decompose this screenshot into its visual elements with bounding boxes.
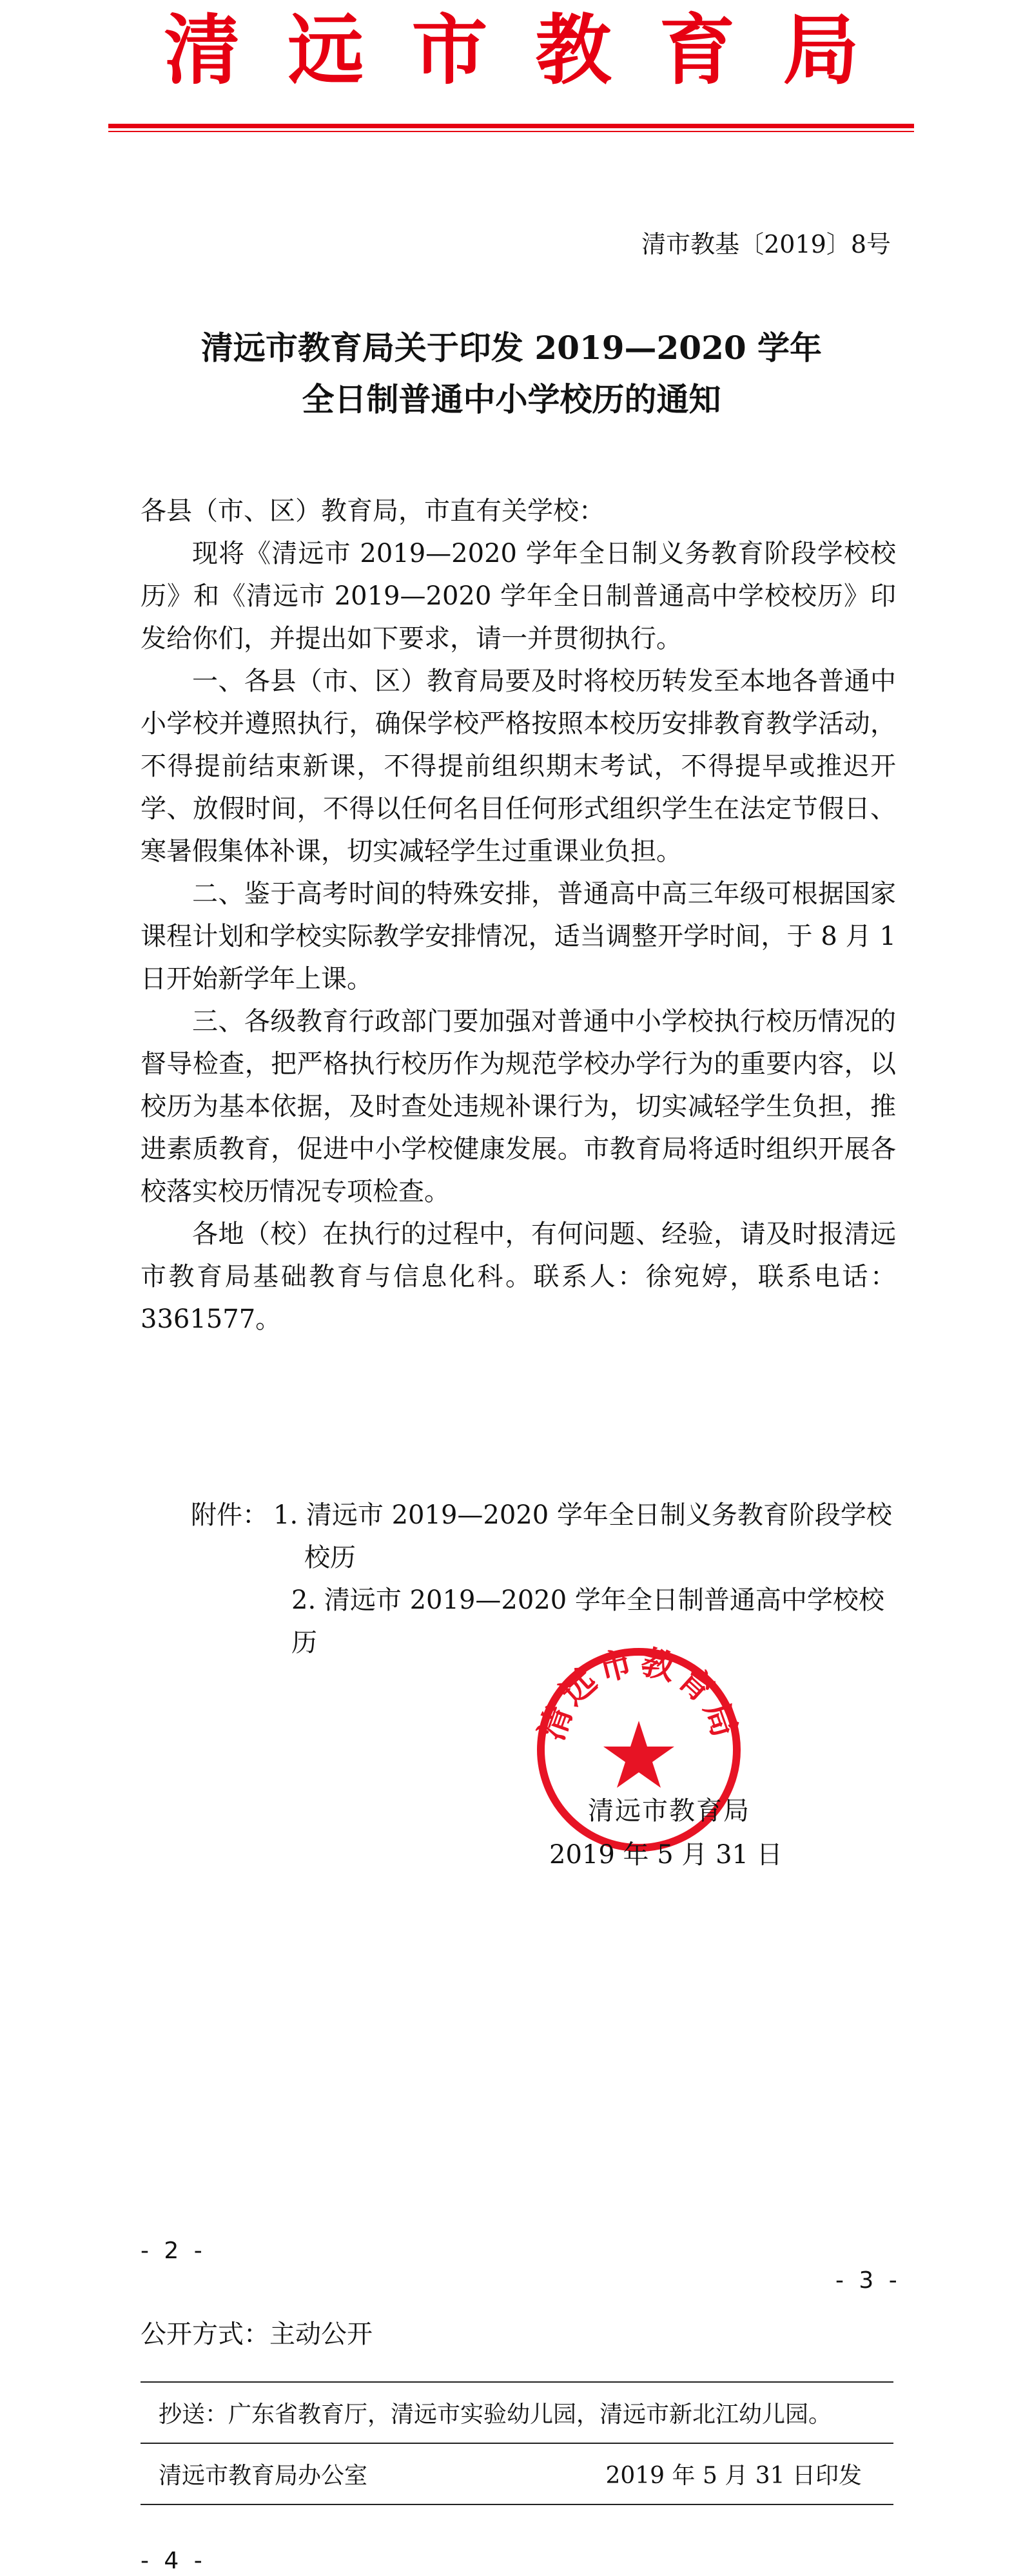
seal-text: 清远市教育局 xyxy=(532,1643,745,1746)
masthead-red-rule-thin xyxy=(108,131,914,132)
document-body xyxy=(141,490,896,1341)
footer-divider xyxy=(141,2443,893,2444)
attachment-item-1: 1. 清远市 2019—2020 学年全日制义务教育阶段学校 xyxy=(273,1500,892,1530)
issuing-office: 清远市教育局办公室 xyxy=(159,2463,368,2489)
page-number: - 4 - xyxy=(141,2548,206,2574)
document-title-line1: 清远市教育局关于印发 2019—2020 学年 xyxy=(200,329,823,367)
attachment-item-2: 2. 清远市 2019—2020 学年全日制普通高中学校校历 xyxy=(291,1585,884,1658)
document-title-line2: 全日制普通中小学校历的通知 xyxy=(302,380,721,418)
signature-date: 2019 年 5 月 31 日 xyxy=(549,1840,783,1870)
attachments-block xyxy=(191,1494,900,1664)
body-paragraph: 二、鉴于高考时间的特殊安排，普通高中高三年级可根据国家课程计划和学校实际教学安排情况，适当调整开学时间，于 8 月 1 日开始新学年上课。 xyxy=(141,879,896,994)
masthead-red-rule xyxy=(108,124,914,128)
document-number: 清市教基〔2019〕8号 xyxy=(641,230,891,258)
body-paragraph: 各地（校）在执行的过程中，有何问题、经验，请及时报清远市教育局基础教育与信息化科。联系人：徐宛婷，联系电话：3361577。 xyxy=(141,1219,896,1334)
publish-mode: 公开方式：主动公开 xyxy=(141,2319,373,2349)
footer-divider xyxy=(141,2504,893,2505)
cc-line: 抄送：广东省教育厅，清远市实验幼儿园，清远市新北江幼儿园。 xyxy=(159,2401,832,2428)
body-paragraph: 现将《清远市 2019—2020 学年全日制义务教育阶段学校校历》和《清远市 2019—2020 学年全日制普通高中学校校历》印发给你们，并提出如下要求，请一并贯彻执行。 xyxy=(141,539,896,654)
signature-unit: 清远市教育局 xyxy=(588,1796,750,1826)
body-paragraph: 三、各级教育行政部门要加强对普通中小学校执行校历情况的督导检查，把严格执行校历作为规范学校办学行为的重要内容，以校历为基本依据，及时查处违规补课行为，切实减轻学生负担，推进素质教育，促进中小学校健康发展。市教育局将适时组织开展各校落实校历情况专项检查。 xyxy=(141,1007,896,1206)
page-number: - 3 - xyxy=(835,2267,901,2294)
masthead-title: 清远市教育局 xyxy=(164,6,907,95)
page-number: - 2 - xyxy=(141,2238,206,2264)
salutation: 各县（市、区）教育局，市直有关学校： xyxy=(141,496,605,526)
footer-divider xyxy=(141,2381,893,2383)
body-paragraph: 一、各县（市、区）教育局要及时将校历转发至本地各普通中小学校并遵照执行，确保学校严格按照本校历安排教育教学活动，不得提前结束新课，不得提前组织期末考试，不得提早或推迟开学、放假时间，不得以任何名目任何形式组织学生在法定节假日、寒暑假集体补课，切实减轻学生过重课业负担。 xyxy=(141,666,896,866)
attachment-item-1-continued: 校历 xyxy=(304,1543,356,1573)
print-date: 2019 年 5 月 31 日印发 xyxy=(605,2463,862,2489)
attachments-label: 附件： xyxy=(191,1500,268,1530)
